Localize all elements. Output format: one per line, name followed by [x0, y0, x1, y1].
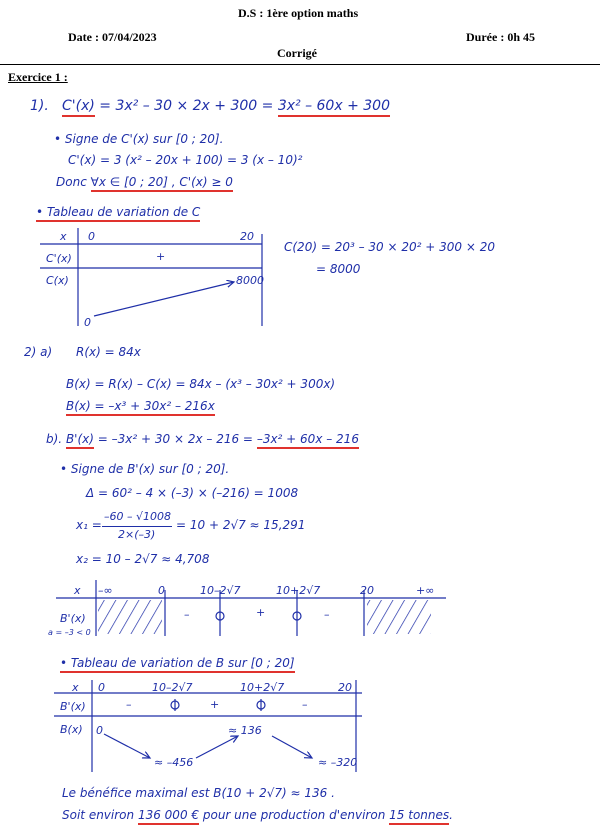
bsign-x-label: x — [74, 584, 81, 597]
bvar-x-label: x — [72, 681, 79, 694]
q2b-x1-label: x₁ = — [76, 518, 102, 532]
q2a-number: 2) a) — [24, 345, 53, 359]
q2a-profit-expr: B(x) = –x³ + 30x² – 216x — [66, 399, 215, 413]
q1-derivative: C'(x) = 3x² – 30 × 2x + 300 = 3x² – 60x + 300 — [62, 98, 390, 114]
bsign-x-1: 0 — [158, 584, 165, 597]
bsign-x-0: –∞ — [98, 584, 113, 597]
q2b-var-title: • Tableau de variation de B sur [0 ; 20] — [60, 656, 295, 670]
bsign-x-5: +∞ — [416, 584, 435, 597]
q2b-delta: Δ = 60² – 4 × (–3) × (–216) = 1008 — [86, 486, 299, 500]
bsign-x-2: 10–2√7 — [200, 584, 241, 597]
c-table-x-label: x — [60, 230, 67, 243]
c-variation-table — [40, 228, 262, 326]
test-date: Date : 07/04/2023 — [68, 30, 157, 44]
bsign-sign-2: + — [256, 606, 266, 619]
bprime-sign-table — [56, 580, 446, 636]
q2b-x1-numerator: –60 – √1008 — [104, 510, 171, 523]
bvar-b-max: ≈ 136 — [228, 724, 262, 737]
q1-factorization: C'(x) = 3 (x² – 20x + 100) = 3 (x – 10)² — [68, 153, 303, 167]
bsign-row-label: B'(x) — [60, 612, 86, 625]
test-duration: Durée : 0h 45 — [466, 30, 535, 44]
bsign-row-note: a = –3 < 0 — [48, 628, 91, 637]
q2a-profit-def: B(x) = R(x) – C(x) = 84x – (x³ – 30x² + 300x) — [66, 377, 336, 391]
bsign-x-4: 20 — [360, 584, 374, 597]
c-table-x-start: 0 — [88, 230, 95, 243]
q2a-revenue: R(x) = 84x — [76, 345, 141, 359]
bvar-x-2: 10+2√7 — [240, 681, 285, 694]
bvar-x-1: 10–2√7 — [152, 681, 193, 694]
q2b-derivative: b). B'(x) = –3x² + 30 × 2x – 216 = –3x² + 60x – 216 — [46, 432, 359, 446]
bvar-x-3: 20 — [338, 681, 352, 694]
c20-line1: C(20) = 20³ – 30 × 20² + 300 × 20 — [284, 240, 495, 254]
c20-line2: = 8000 — [316, 262, 361, 276]
bvar-b-min: ≈ –456 — [154, 756, 194, 769]
q1-sign-title: • Signe de C'(x) sur [0 ; 20]. — [54, 132, 224, 146]
bsign-sign-0: – — [184, 608, 190, 621]
q2b-x1-denominator: 2×(–3) — [118, 528, 156, 541]
q1-conclusion: Donc ∀x ∈ [0 ; 20] , C'(x) ≥ 0 — [56, 175, 233, 189]
c-table-x-end: 20 — [240, 230, 254, 243]
c-table-c-start: 0 — [84, 316, 91, 329]
bvar-b-end: ≈ –320 — [318, 756, 358, 769]
bvar-sign-0: – — [126, 698, 132, 711]
c-table-c-end: 8000 — [236, 274, 264, 287]
bvar-x-0: 0 — [98, 681, 105, 694]
q2b-conclusion-line2: Soit environ 136 000 € pour une production d'environ 15 tonnes. — [62, 808, 453, 822]
correction-label: Corrigé — [277, 46, 317, 60]
exercise-label: Exercice 1 : — [8, 70, 68, 84]
q1-number: 1). — [30, 98, 49, 114]
q2b-conclusion-line1: Le bénéfice maximal est B(10 + 2√7) ≈ 136 . — [62, 786, 335, 800]
c-table-cprime-label: C'(x) — [46, 252, 72, 265]
bvar-bprime-label: B'(x) — [60, 700, 86, 713]
c-table-c-label: C(x) — [46, 274, 69, 287]
q1-table-title: • Tableau de variation de C — [36, 205, 200, 219]
c-table-cprime-sign: + — [156, 250, 166, 263]
bvar-b-start: 0 — [96, 724, 103, 737]
q2b-x2-value: x₂ = 10 – 2√7 ≈ 4,708 — [76, 552, 210, 566]
bvar-sign-2: + — [210, 698, 220, 711]
bvar-b-label: B(x) — [60, 723, 83, 736]
bvar-sign-4: – — [302, 698, 308, 711]
test-title: D.S : 1ère option maths — [238, 6, 359, 20]
bsign-sign-4: – — [324, 608, 330, 621]
bsign-x-3: 10+2√7 — [276, 584, 321, 597]
b-variation-table — [54, 680, 362, 772]
q2b-x1-value: = 10 + 2√7 ≈ 15,291 — [176, 518, 306, 532]
q2b-sign-title: • Signe de B'(x) sur [0 ; 20]. — [60, 462, 230, 476]
